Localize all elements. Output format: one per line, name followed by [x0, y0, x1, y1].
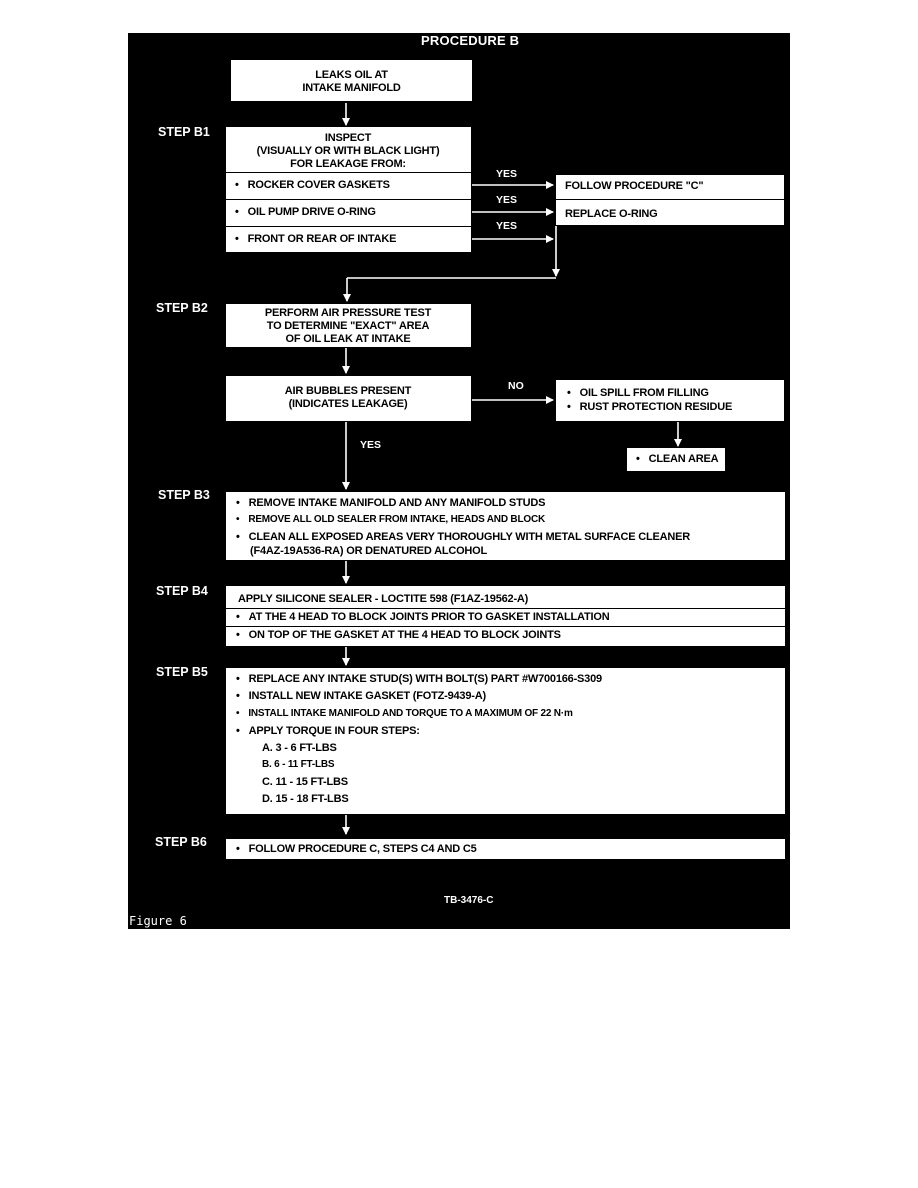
- b3-box: [225, 491, 786, 561]
- b1-header-2: (VISUALLY OR WITH BLACK LIGHT): [256, 145, 440, 157]
- b4-divider-1: [226, 608, 785, 609]
- step-b3-label: STEP B3: [158, 488, 210, 502]
- procedure-figure: [128, 33, 790, 929]
- b4-item-2: • ON TOP OF THE GASKET AT THE 4 HEAD TO BLOCK JOINTS: [236, 629, 561, 641]
- step-b6-label: STEP B6: [155, 835, 207, 849]
- b1-result-2: REPLACE O-RING: [565, 208, 658, 220]
- b1-yes-label-1: YES: [496, 168, 518, 180]
- b1-results-box: [555, 174, 785, 226]
- figure-title: PROCEDURE B: [421, 33, 520, 48]
- figure-label: Figure 6: [128, 913, 189, 929]
- b3-item-3-continuation: (F4AZ-19A536-RA) OR DENATURED ALCOHOL: [250, 545, 488, 557]
- torque-step-d: D. 15 - 18 FT-LBS: [262, 793, 349, 805]
- no-label: NO: [508, 380, 524, 392]
- b1-divider-3: [226, 226, 471, 227]
- bubbles-box: [225, 375, 472, 422]
- b1-item-2: • OIL PUMP DRIVE O-RING: [235, 206, 376, 218]
- b2-line-3: OF OIL LEAK AT INTAKE: [285, 333, 411, 345]
- step-b1-label: STEP B1: [158, 125, 210, 139]
- b6-item: • FOLLOW PROCEDURE C, STEPS C4 AND C5: [236, 843, 477, 855]
- b4-header: APPLY SILICONE SEALER - LOCTITE 598 (F1AZ-19562-A): [238, 593, 529, 605]
- b5-item-4: • APPLY TORQUE IN FOUR STEPS:: [236, 725, 420, 737]
- bubbles-line-2: (INDICATES LEAKAGE): [288, 398, 408, 410]
- b5-item-2: • INSTALL NEW INTAKE GASKET (FOTZ-9439-A): [236, 690, 486, 702]
- b2-line-2: TO DETERMINE "EXACT" AREA: [266, 320, 430, 332]
- b5-item-3: • INSTALL INTAKE MANIFOLD AND TORQUE TO A MAXIMUM OF 22 N·m: [236, 708, 573, 719]
- no-results-box: [555, 379, 785, 422]
- b5-box: [225, 667, 786, 815]
- start-line-1: LEAKS OIL AT: [315, 69, 388, 81]
- b1-divider-1: [226, 172, 471, 173]
- b4-item-1: • AT THE 4 HEAD TO BLOCK JOINTS PRIOR TO GASKET INSTALLATION: [236, 611, 609, 623]
- b4-divider-2: [226, 626, 785, 627]
- b1-yes-label-2: YES: [496, 194, 518, 206]
- b2-line-1: PERFORM AIR PRESSURE TEST: [264, 307, 432, 319]
- yes-label: YES: [360, 439, 382, 451]
- b3-item-3: • CLEAN ALL EXPOSED AREAS VERY THOROUGHLY WITH METAL SURFACE CLEANER: [236, 531, 690, 543]
- torque-step-a: A. 3 - 6 FT-LBS: [262, 742, 337, 754]
- step-b5-label: STEP B5: [156, 665, 208, 679]
- b1-header-3: FOR LEAKAGE FROM:: [290, 158, 406, 170]
- b3-item-1: • REMOVE INTAKE MANIFOLD AND ANY MANIFOLD STUDS: [236, 497, 545, 509]
- torque-step-b: B. 6 - 11 FT-LBS: [262, 759, 335, 770]
- b1-item-1: • ROCKER COVER GASKETS: [235, 179, 390, 191]
- step-b4-label: STEP B4: [156, 584, 208, 598]
- b6-box: [225, 838, 786, 860]
- b1-results-divider: [556, 199, 784, 200]
- b1-item-3: • FRONT OR REAR OF INTAKE: [235, 233, 396, 245]
- torque-step-c: C. 11 - 15 FT-LBS: [262, 776, 348, 788]
- bubbles-line-1: AIR BUBBLES PRESENT: [284, 385, 412, 397]
- b3-item-2: • REMOVE ALL OLD SEALER FROM INTAKE, HEADS AND BLOCK: [236, 514, 545, 525]
- b5-item-1: • REPLACE ANY INTAKE STUD(S) WITH BOLT(S) PART #W700166-S309: [236, 673, 602, 685]
- b1-yes-label-3: YES: [496, 220, 518, 232]
- step-b2-label: STEP B2: [156, 301, 208, 315]
- clean-area-text: • CLEAN AREA: [636, 453, 718, 465]
- b1-divider-2: [226, 199, 471, 200]
- b4-box: [225, 585, 786, 647]
- doc-code: TB-3476-C: [444, 895, 494, 906]
- b1-header-1: INSPECT: [324, 132, 372, 144]
- no-result-2: • RUST PROTECTION RESIDUE: [567, 401, 732, 413]
- b2-box: [225, 303, 472, 348]
- start-box: [229, 58, 474, 103]
- b1-box: [225, 126, 472, 253]
- clean-area-box: [626, 447, 726, 472]
- b1-result-1: FOLLOW PROCEDURE "C": [565, 180, 704, 192]
- no-result-1: • OIL SPILL FROM FILLING: [567, 387, 709, 399]
- start-line-2: INTAKE MANIFOLD: [302, 82, 401, 94]
